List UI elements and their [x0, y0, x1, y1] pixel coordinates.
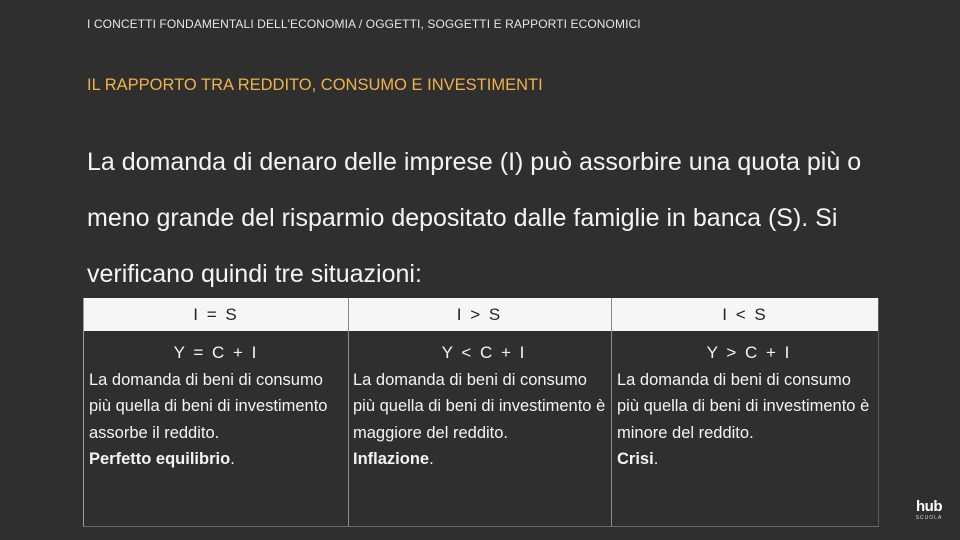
equation: Y < C + I: [441, 343, 527, 362]
header-cell-i-less-s: I < S: [722, 304, 768, 324]
verdict-period: .: [429, 450, 434, 468]
column-divider: [878, 298, 879, 526]
column-divider: [348, 298, 349, 526]
description: La domanda di beni di consumo più quella di beni di investimento assorbe il reddito.: [89, 370, 328, 442]
table-column-equilibrium: [89, 340, 347, 473]
logo-subtitle: SCUOLA: [915, 515, 943, 521]
table-column-inflation: [353, 340, 609, 473]
logo-wordmark: hub: [916, 498, 942, 515]
verdict-period: .: [653, 450, 659, 468]
column-divider: [611, 298, 612, 526]
equation: Y > C + I: [706, 343, 792, 362]
hub-scuola-logo: [912, 500, 946, 522]
description: La domanda di beni di consumo più quella di beni di investimento è minore del reddito.: [617, 370, 870, 442]
verdict: Crisi: [617, 450, 654, 468]
verdict: Perfetto equilibrio: [89, 450, 231, 468]
breadcrumb: I CONCETTI FONDAMENTALI DELL'ECONOMIA / OGGETTI, SOGGETTI E RAPPORTI ECONOMICI: [87, 17, 641, 31]
section-title: IL RAPPORTO TRA REDDITO, CONSUMO E INVESTIMENTI: [87, 76, 543, 94]
table-column-crisis: [617, 340, 877, 473]
table-header-row: [84, 298, 879, 331]
equation: Y = C + I: [173, 343, 259, 362]
verdict-period: .: [230, 450, 235, 468]
description: La domanda di beni di consumo più quella di beni di investimento è maggiore del reddito.: [353, 370, 606, 442]
body-paragraph: La domanda di denaro delle imprese (I) può assorbire una quota più o meno grande del risparmio depositato dalle famiglie in banca (S). Si verificano quindi tre situazioni:: [87, 148, 862, 288]
verdict: Inflazione: [353, 450, 430, 468]
header-cell-i-greater-s: I > S: [456, 304, 503, 324]
header-cell-i-equals-s: I = S: [193, 304, 239, 324]
comparison-table: [83, 298, 879, 527]
